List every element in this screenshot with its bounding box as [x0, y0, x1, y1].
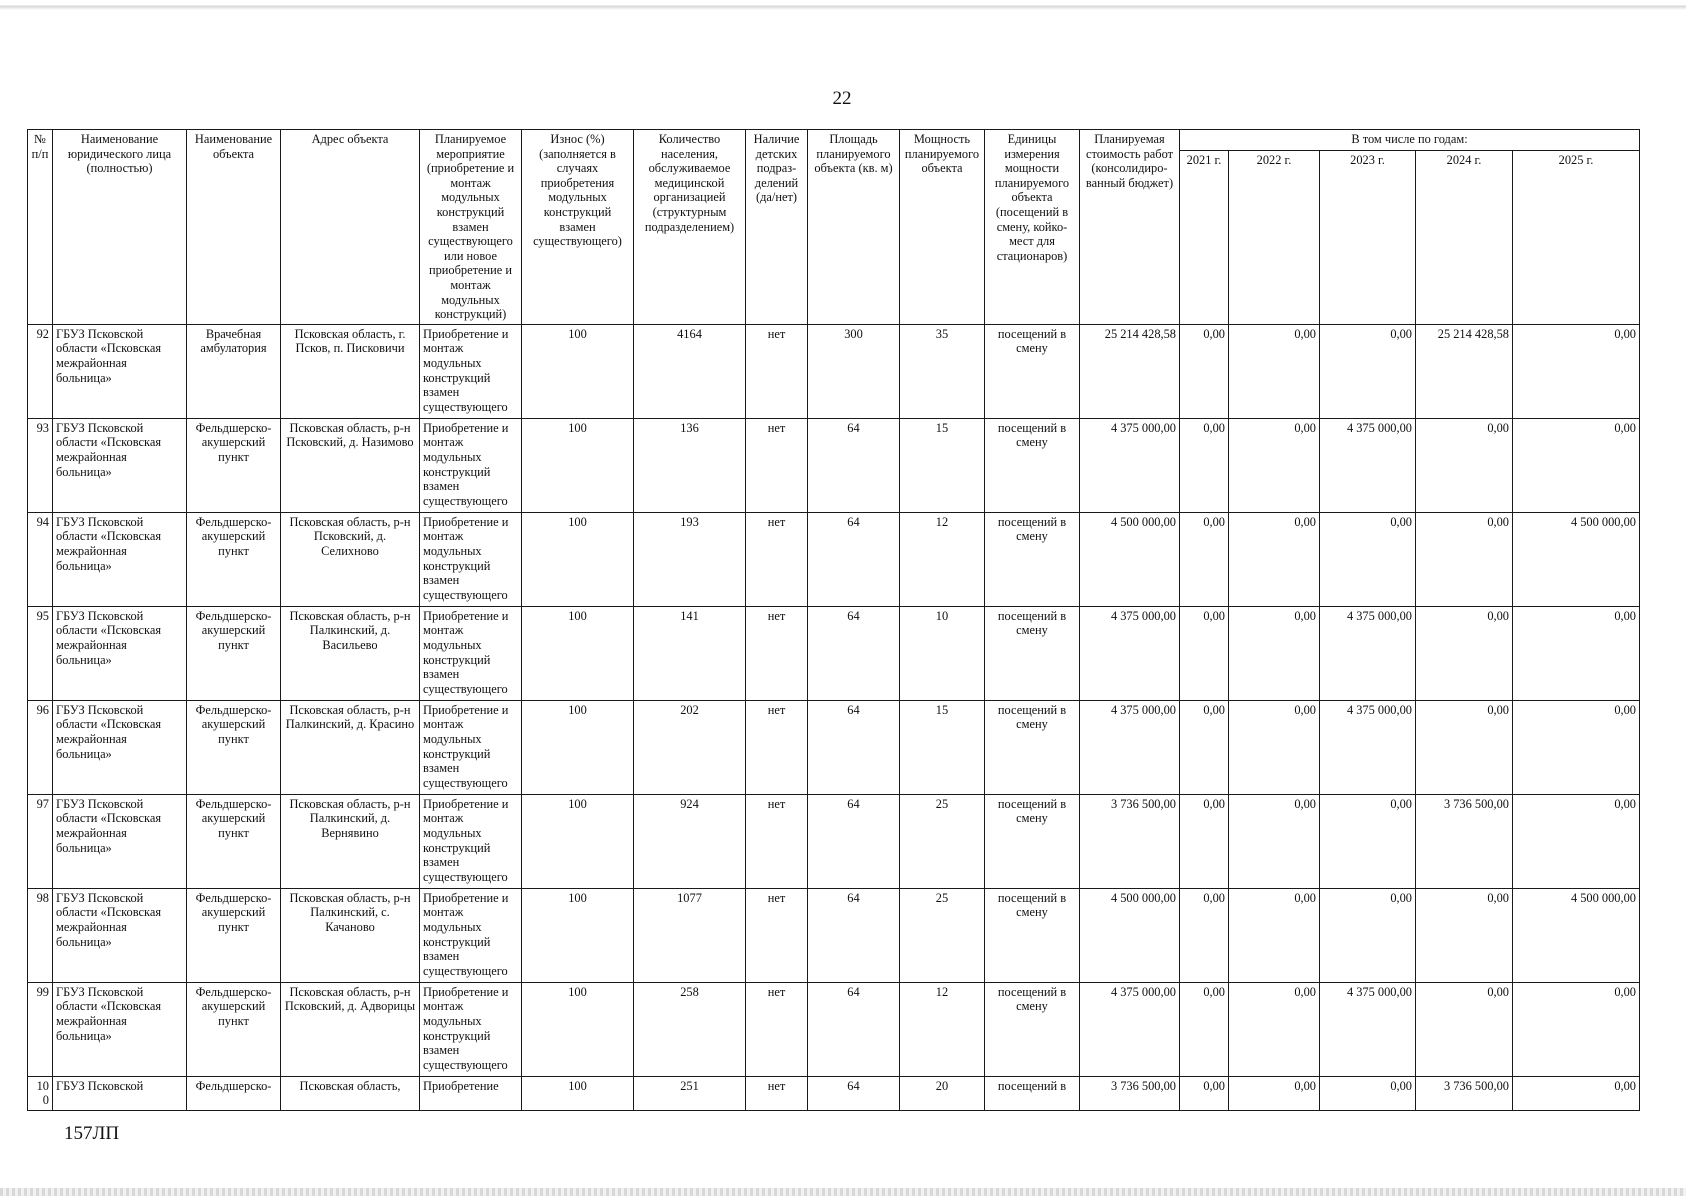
- cell-units: посещений в: [985, 1076, 1080, 1110]
- cell-year-2024: 0,00: [1416, 700, 1513, 794]
- cell-year-2025: 4 500 000,00: [1513, 512, 1640, 606]
- table-row: [28, 700, 1640, 794]
- cell-year-2022: 0,00: [1229, 888, 1320, 982]
- cell-area: 64: [808, 888, 900, 982]
- header-cost: Планируемая стоимость работ (консолидиро-ванный бюджет): [1080, 130, 1180, 325]
- investment-table: [27, 129, 1640, 1111]
- cell-year-2025: 0,00: [1513, 982, 1640, 1076]
- cell-children: нет: [746, 982, 808, 1076]
- cell-year-2021: 0,00: [1180, 1076, 1229, 1110]
- cell-measure: Приобретение и монтаж модульных конструкций взамен существующего: [420, 512, 522, 606]
- cell-year-2023: 0,00: [1320, 324, 1416, 418]
- cell-row-number: 97: [28, 794, 53, 888]
- cell-cost: 3 736 500,00: [1080, 1076, 1180, 1110]
- cell-capacity: 10: [900, 606, 985, 700]
- cell-year-2023: 0,00: [1320, 512, 1416, 606]
- cell-children: нет: [746, 418, 808, 512]
- cell-year-2025: 4 500 000,00: [1513, 888, 1640, 982]
- cell-object-name: Фельдшерско-акушерский пункт: [187, 512, 281, 606]
- cell-units: посещений в смену: [985, 794, 1080, 888]
- cell-area: 64: [808, 700, 900, 794]
- cell-capacity: 15: [900, 418, 985, 512]
- cell-units: посещений в смену: [985, 888, 1080, 982]
- cell-area: 64: [808, 982, 900, 1076]
- cell-year-2025: 0,00: [1513, 606, 1640, 700]
- scan-edge-bottom: [0, 1188, 1686, 1196]
- table-body: [28, 324, 1640, 1110]
- cell-population: 141: [634, 606, 746, 700]
- cell-cost: 3 736 500,00: [1080, 794, 1180, 888]
- header-year-2022: 2022 г.: [1229, 150, 1320, 324]
- cell-year-2021: 0,00: [1180, 700, 1229, 794]
- cell-cost: 4 500 000,00: [1080, 888, 1180, 982]
- cell-cost: 4 375 000,00: [1080, 606, 1180, 700]
- cell-population: 202: [634, 700, 746, 794]
- cell-units: посещений в смену: [985, 324, 1080, 418]
- cell-units: посещений в смену: [985, 512, 1080, 606]
- cell-year-2024: 0,00: [1416, 418, 1513, 512]
- cell-wear: 100: [522, 606, 634, 700]
- footer-code: 157ЛП: [64, 1123, 120, 1144]
- cell-capacity: 35: [900, 324, 985, 418]
- cell-row-number: 92: [28, 324, 53, 418]
- cell-object-name: Фельдшерско-акушерский пункт: [187, 418, 281, 512]
- cell-year-2025: 0,00: [1513, 1076, 1640, 1110]
- header-units: Единицы измерения мощности планируемого объекта (посещений в смену, койко-мест для стационаров): [985, 130, 1080, 325]
- cell-area: 64: [808, 418, 900, 512]
- cell-year-2024: 0,00: [1416, 982, 1513, 1076]
- header-wear: Износ (%) (заполняется в случаях приобретения модульных конструкций взамен существующего): [522, 130, 634, 325]
- cell-year-2021: 0,00: [1180, 418, 1229, 512]
- cell-object-name: Фельдшерско-: [187, 1076, 281, 1110]
- cell-object-name: Врачебная амбулатория: [187, 324, 281, 418]
- header-measure: Планируемое мероприятие (приобретение и монтаж модульных конструкций взамен существующего или новое приобретение и монтаж модульных конструкций): [420, 130, 522, 325]
- cell-year-2024: 0,00: [1416, 606, 1513, 700]
- cell-object-name: Фельдшерско-акушерский пункт: [187, 606, 281, 700]
- cell-measure: Приобретение и монтаж модульных конструкций взамен существующего: [420, 606, 522, 700]
- cell-legal-entity: ГБУЗ Псковской области «Псковская межрайонная больница»: [53, 606, 187, 700]
- cell-year-2024: 3 736 500,00: [1416, 1076, 1513, 1110]
- cell-wear: 100: [522, 512, 634, 606]
- cell-legal-entity: ГБУЗ Псковской области «Псковская межрайонная больница»: [53, 888, 187, 982]
- cell-population: 251: [634, 1076, 746, 1110]
- cell-wear: 100: [522, 982, 634, 1076]
- cell-year-2021: 0,00: [1180, 324, 1229, 418]
- header-year-2024: 2024 г.: [1416, 150, 1513, 324]
- cell-capacity: 15: [900, 700, 985, 794]
- header-population: Количество населения, обслуживаемое медицинской организацией (структурным подразделением): [634, 130, 746, 325]
- cell-year-2022: 0,00: [1229, 606, 1320, 700]
- cell-year-2021: 0,00: [1180, 982, 1229, 1076]
- cell-wear: 100: [522, 888, 634, 982]
- cell-year-2024: 3 736 500,00: [1416, 794, 1513, 888]
- table-row: [28, 888, 1640, 982]
- cell-legal-entity: ГБУЗ Псковской области «Псковская межрайонная больница»: [53, 794, 187, 888]
- table-row: [28, 418, 1640, 512]
- cell-wear: 100: [522, 794, 634, 888]
- cell-object-name: Фельдшерско-акушерский пункт: [187, 982, 281, 1076]
- table-row: [28, 982, 1640, 1076]
- cell-year-2021: 0,00: [1180, 888, 1229, 982]
- cell-area: 300: [808, 324, 900, 418]
- cell-year-2024: 25 214 428,58: [1416, 324, 1513, 418]
- table-row: [28, 512, 1640, 606]
- cell-row-number: 94: [28, 512, 53, 606]
- cell-units: посещений в смену: [985, 700, 1080, 794]
- cell-measure: Приобретение и монтаж модульных конструкций взамен существующего: [420, 794, 522, 888]
- cell-year-2022: 0,00: [1229, 324, 1320, 418]
- scan-edge-top: [0, 0, 1686, 14]
- cell-year-2024: 0,00: [1416, 512, 1513, 606]
- cell-year-2023: 4 375 000,00: [1320, 700, 1416, 794]
- cell-measure: Приобретение и монтаж модульных конструкций взамен существующего: [420, 982, 522, 1076]
- header-object-name: Наименование объекта: [187, 130, 281, 325]
- cell-year-2021: 0,00: [1180, 606, 1229, 700]
- cell-year-2023: 4 375 000,00: [1320, 982, 1416, 1076]
- cell-address: Псковская область, р-н Палкинский, д. Красино: [281, 700, 420, 794]
- cell-measure: Приобретение и монтаж модульных конструкций взамен существующего: [420, 324, 522, 418]
- cell-row-number: 95: [28, 606, 53, 700]
- cell-row-number: 93: [28, 418, 53, 512]
- cell-children: нет: [746, 324, 808, 418]
- header-year-2025: 2025 г.: [1513, 150, 1640, 324]
- header-by-years: В том числе по годам:: [1180, 130, 1640, 151]
- cell-year-2021: 0,00: [1180, 794, 1229, 888]
- cell-year-2024: 0,00: [1416, 888, 1513, 982]
- cell-address: Псковская область,: [281, 1076, 420, 1110]
- cell-population: 924: [634, 794, 746, 888]
- cell-year-2025: 0,00: [1513, 700, 1640, 794]
- cell-measure: Приобретение и монтаж модульных конструкций взамен существующего: [420, 700, 522, 794]
- header-children: Наличие детских подраз-делений (да/нет): [746, 130, 808, 325]
- cell-year-2023: 0,00: [1320, 794, 1416, 888]
- cell-cost: 4 500 000,00: [1080, 512, 1180, 606]
- cell-year-2022: 0,00: [1229, 982, 1320, 1076]
- page-number: 22: [832, 88, 852, 109]
- cell-address: Псковская область, р-н Псковский, д. Адворицы: [281, 982, 420, 1076]
- header-year-2023: 2023 г.: [1320, 150, 1416, 324]
- cell-area: 64: [808, 606, 900, 700]
- cell-row-number: 99: [28, 982, 53, 1076]
- cell-year-2023: 0,00: [1320, 1076, 1416, 1110]
- cell-address: Псковская область, р-н Палкинский, с. Качаново: [281, 888, 420, 982]
- cell-year-2025: 0,00: [1513, 418, 1640, 512]
- cell-legal-entity: ГБУЗ Псковской области «Псковская межрайонная больница»: [53, 418, 187, 512]
- cell-capacity: 25: [900, 794, 985, 888]
- cell-children: нет: [746, 888, 808, 982]
- cell-year-2022: 0,00: [1229, 700, 1320, 794]
- cell-address: Псковская область, р-н Палкинский, д. Вернявино: [281, 794, 420, 888]
- cell-children: нет: [746, 1076, 808, 1110]
- table-row: [28, 794, 1640, 888]
- cell-legal-entity: ГБУЗ Псковской области «Псковская межрайонная больница»: [53, 982, 187, 1076]
- cell-address: Псковская область, р-н Псковский, д. Селихново: [281, 512, 420, 606]
- table-row: [28, 324, 1640, 418]
- cell-legal-entity: ГБУЗ Псковской: [53, 1076, 187, 1110]
- cell-population: 136: [634, 418, 746, 512]
- cell-year-2023: 0,00: [1320, 888, 1416, 982]
- cell-wear: 100: [522, 700, 634, 794]
- cell-year-2022: 0,00: [1229, 512, 1320, 606]
- cell-cost: 25 214 428,58: [1080, 324, 1180, 418]
- cell-children: нет: [746, 700, 808, 794]
- cell-year-2025: 0,00: [1513, 794, 1640, 888]
- cell-year-2023: 4 375 000,00: [1320, 606, 1416, 700]
- cell-children: нет: [746, 794, 808, 888]
- cell-row-number: 96: [28, 700, 53, 794]
- table-header: [28, 130, 1640, 325]
- cell-measure: Приобретение и монтаж модульных конструкций взамен существующего: [420, 418, 522, 512]
- cell-year-2021: 0,00: [1180, 512, 1229, 606]
- cell-units: посещений в смену: [985, 418, 1080, 512]
- cell-cost: 4 375 000,00: [1080, 700, 1180, 794]
- cell-address: Псковская область, р-н Палкинский, д. Васильево: [281, 606, 420, 700]
- header-legal-entity: Наименование юридического лица (полностью): [53, 130, 187, 325]
- cell-legal-entity: ГБУЗ Псковской области «Псковская межрайонная больница»: [53, 324, 187, 418]
- header-address: Адрес объекта: [281, 130, 420, 325]
- cell-area: 64: [808, 1076, 900, 1110]
- cell-legal-entity: ГБУЗ Псковской области «Псковская межрайонная больница»: [53, 700, 187, 794]
- cell-wear: 100: [522, 324, 634, 418]
- cell-wear: 100: [522, 418, 634, 512]
- cell-population: 258: [634, 982, 746, 1076]
- header-capacity: Мощность планируемого объекта: [900, 130, 985, 325]
- header-area: Площадь планируемого объекта (кв. м): [808, 130, 900, 325]
- cell-area: 64: [808, 794, 900, 888]
- cell-population: 4164: [634, 324, 746, 418]
- cell-year-2025: 0,00: [1513, 324, 1640, 418]
- cell-object-name: Фельдшерско-акушерский пункт: [187, 700, 281, 794]
- table-row: [28, 1076, 1640, 1110]
- cell-row-number: 100: [28, 1076, 53, 1110]
- header-num: № п/п: [28, 130, 53, 325]
- cell-year-2022: 0,00: [1229, 1076, 1320, 1110]
- cell-wear: 100: [522, 1076, 634, 1110]
- cell-population: 1077: [634, 888, 746, 982]
- cell-cost: 4 375 000,00: [1080, 418, 1180, 512]
- cell-address: Псковская область, г. Псков, п. Писковичи: [281, 324, 420, 418]
- cell-year-2022: 0,00: [1229, 418, 1320, 512]
- cell-measure: Приобретение и монтаж модульных конструкций взамен существующего: [420, 888, 522, 982]
- cell-capacity: 20: [900, 1076, 985, 1110]
- cell-population: 193: [634, 512, 746, 606]
- cell-children: нет: [746, 512, 808, 606]
- table-row: [28, 606, 1640, 700]
- cell-units: посещений в смену: [985, 982, 1080, 1076]
- cell-capacity: 25: [900, 888, 985, 982]
- cell-measure: Приобретение: [420, 1076, 522, 1110]
- cell-capacity: 12: [900, 512, 985, 606]
- cell-object-name: Фельдшерско-акушерский пункт: [187, 794, 281, 888]
- cell-object-name: Фельдшерско-акушерский пункт: [187, 888, 281, 982]
- cell-row-number: 98: [28, 888, 53, 982]
- cell-units: посещений в смену: [985, 606, 1080, 700]
- cell-cost: 4 375 000,00: [1080, 982, 1180, 1076]
- cell-address: Псковская область, р-н Псковский, д. Назимово: [281, 418, 420, 512]
- cell-children: нет: [746, 606, 808, 700]
- cell-year-2022: 0,00: [1229, 794, 1320, 888]
- cell-legal-entity: ГБУЗ Псковской области «Псковская межрайонная больница»: [53, 512, 187, 606]
- cell-year-2023: 4 375 000,00: [1320, 418, 1416, 512]
- header-year-2021: 2021 г.: [1180, 150, 1229, 324]
- cell-area: 64: [808, 512, 900, 606]
- cell-capacity: 12: [900, 982, 985, 1076]
